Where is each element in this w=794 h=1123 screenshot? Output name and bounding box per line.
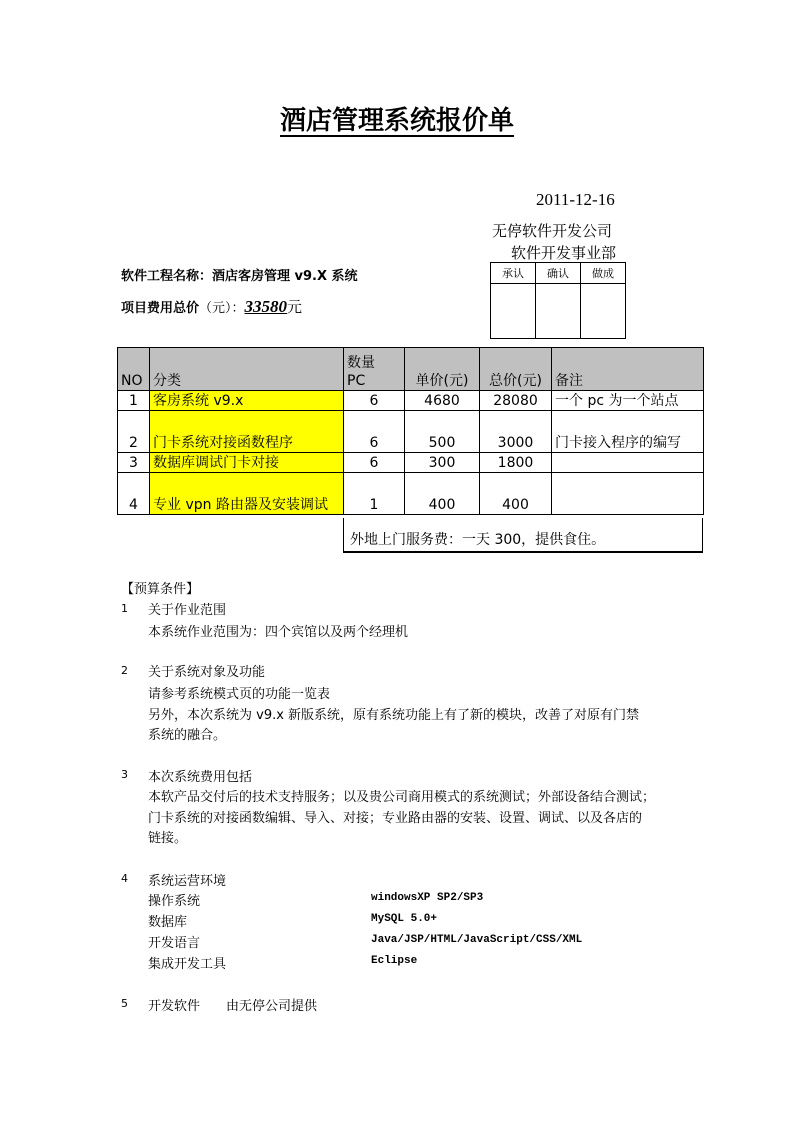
service-fee-note: 外地上门服务费：一天 300，提供食住。 bbox=[343, 518, 703, 553]
row-remark: 门卡接入程序的编写 bbox=[552, 411, 704, 453]
row-category: 数据库调试门卡对接 bbox=[150, 453, 344, 473]
row-total: 28080 bbox=[480, 391, 552, 411]
section-text: 本系统作业范围为：四个宾馆以及两个经理机 bbox=[148, 625, 409, 640]
env-key: 集成开发工具 bbox=[148, 957, 227, 972]
section-number: 5 bbox=[121, 997, 128, 1010]
row-remark: 一个 pc 为一个站点 bbox=[552, 391, 704, 411]
row-remark bbox=[552, 473, 704, 515]
env-value: Java/JSP/HTML/JavaScript/CSS/XML bbox=[371, 934, 583, 946]
project-fee bbox=[121, 296, 302, 317]
row-qty: 6 bbox=[344, 453, 405, 473]
quote-date: 2011-12-16 bbox=[536, 190, 615, 209]
row-unit-price: 300 bbox=[405, 453, 480, 473]
section-title: 开发软件 bbox=[148, 999, 201, 1014]
section-title: 本次系统费用包括 bbox=[148, 770, 253, 785]
section-number: 2 bbox=[121, 664, 128, 677]
section-number: 4 bbox=[121, 872, 128, 885]
section-title: 关于作业范围 bbox=[148, 603, 227, 618]
company-name: 无停软件开发公司 bbox=[492, 222, 613, 240]
signature-boxes bbox=[490, 262, 626, 339]
fee-label: 项目费用总价 bbox=[121, 301, 200, 316]
env-key: 操作系统 bbox=[148, 894, 201, 909]
conditions-title: 【预算条件】 bbox=[121, 582, 200, 597]
row-qty: 6 bbox=[344, 411, 405, 453]
section-text: 系统的融合。 bbox=[148, 728, 227, 743]
env-value: MySQL 5.0+ bbox=[371, 913, 438, 925]
env-value: Eclipse bbox=[371, 955, 418, 967]
row-no: 1 bbox=[118, 391, 150, 411]
row-category: 门卡系统对接函数程序 bbox=[150, 411, 344, 453]
section-text: 链接。 bbox=[148, 831, 188, 846]
row-unit-price: 500 bbox=[405, 411, 480, 453]
table-row bbox=[118, 453, 704, 473]
table-header-row bbox=[118, 348, 704, 391]
sign-made-label: 做成 bbox=[581, 263, 626, 284]
row-unit-price: 4680 bbox=[405, 391, 480, 411]
row-no: 2 bbox=[118, 411, 150, 453]
row-total: 3000 bbox=[480, 411, 552, 453]
row-total: 1800 bbox=[480, 453, 552, 473]
row-no: 3 bbox=[118, 453, 150, 473]
header-remark: 备注 bbox=[552, 348, 704, 391]
sign-made-box bbox=[581, 284, 626, 339]
row-category: 客房系统 v9.x bbox=[150, 391, 344, 411]
section-text: 由无停公司提供 bbox=[226, 999, 318, 1014]
section-number: 1 bbox=[121, 602, 128, 615]
section-number: 3 bbox=[121, 768, 128, 781]
row-qty: 1 bbox=[344, 473, 405, 515]
header-qty: 数量 PC bbox=[344, 348, 405, 391]
row-qty: 6 bbox=[344, 391, 405, 411]
section-title: 关于系统对象及功能 bbox=[148, 665, 266, 680]
section-text: 门卡系统的对接函数编辑、导入、对接；专业路由器的安装、设置、调试、以及各店的 bbox=[148, 811, 643, 826]
table-row bbox=[118, 473, 704, 515]
sign-approve-label: 承认 bbox=[491, 263, 536, 284]
row-unit-price: 400 bbox=[405, 473, 480, 515]
header-category: 分类 bbox=[150, 348, 344, 391]
env-key: 数据库 bbox=[148, 915, 188, 930]
section-text: 本软产品交付后的技术支持服务；以及贵公司商用模式的系统测试；外部设备结合测试； bbox=[148, 790, 656, 805]
sign-confirm-box bbox=[536, 284, 581, 339]
project-name: 软件工程名称：酒店客房管理 v9.X 系统 bbox=[121, 269, 358, 284]
section-title: 系统运营环境 bbox=[148, 874, 227, 889]
sign-confirm-label: 确认 bbox=[536, 263, 581, 284]
table-row bbox=[118, 411, 704, 453]
row-total: 400 bbox=[480, 473, 552, 515]
fee-amount: 33580 bbox=[244, 297, 288, 316]
fee-unit: 元 bbox=[287, 298, 303, 316]
section-text: 请参考系统模式页的功能一览表 bbox=[148, 687, 331, 702]
table-row bbox=[118, 391, 704, 411]
row-category: 专业 vpn 路由器及安装调试 bbox=[150, 473, 344, 515]
sign-approve-box bbox=[491, 284, 536, 339]
row-no: 4 bbox=[118, 473, 150, 515]
env-key: 开发语言 bbox=[148, 936, 201, 951]
department-name: 软件开发事业部 bbox=[511, 244, 617, 262]
header-unit-price: 单价(元) bbox=[405, 348, 480, 391]
header-total: 总价(元) bbox=[480, 348, 552, 391]
section-text: 另外，本次系统为 v9.x 新版系统，原有系统功能上有了新的模块，改善了对原有门禁 bbox=[148, 708, 640, 723]
page-title: 酒店管理系统报价单 bbox=[279, 106, 514, 136]
quote-table bbox=[117, 347, 704, 515]
header-no: NO bbox=[118, 348, 150, 391]
row-remark bbox=[552, 453, 704, 473]
env-value: windowsXP SP2/SP3 bbox=[371, 892, 484, 904]
fee-unit-paren: （元）： bbox=[199, 301, 245, 316]
